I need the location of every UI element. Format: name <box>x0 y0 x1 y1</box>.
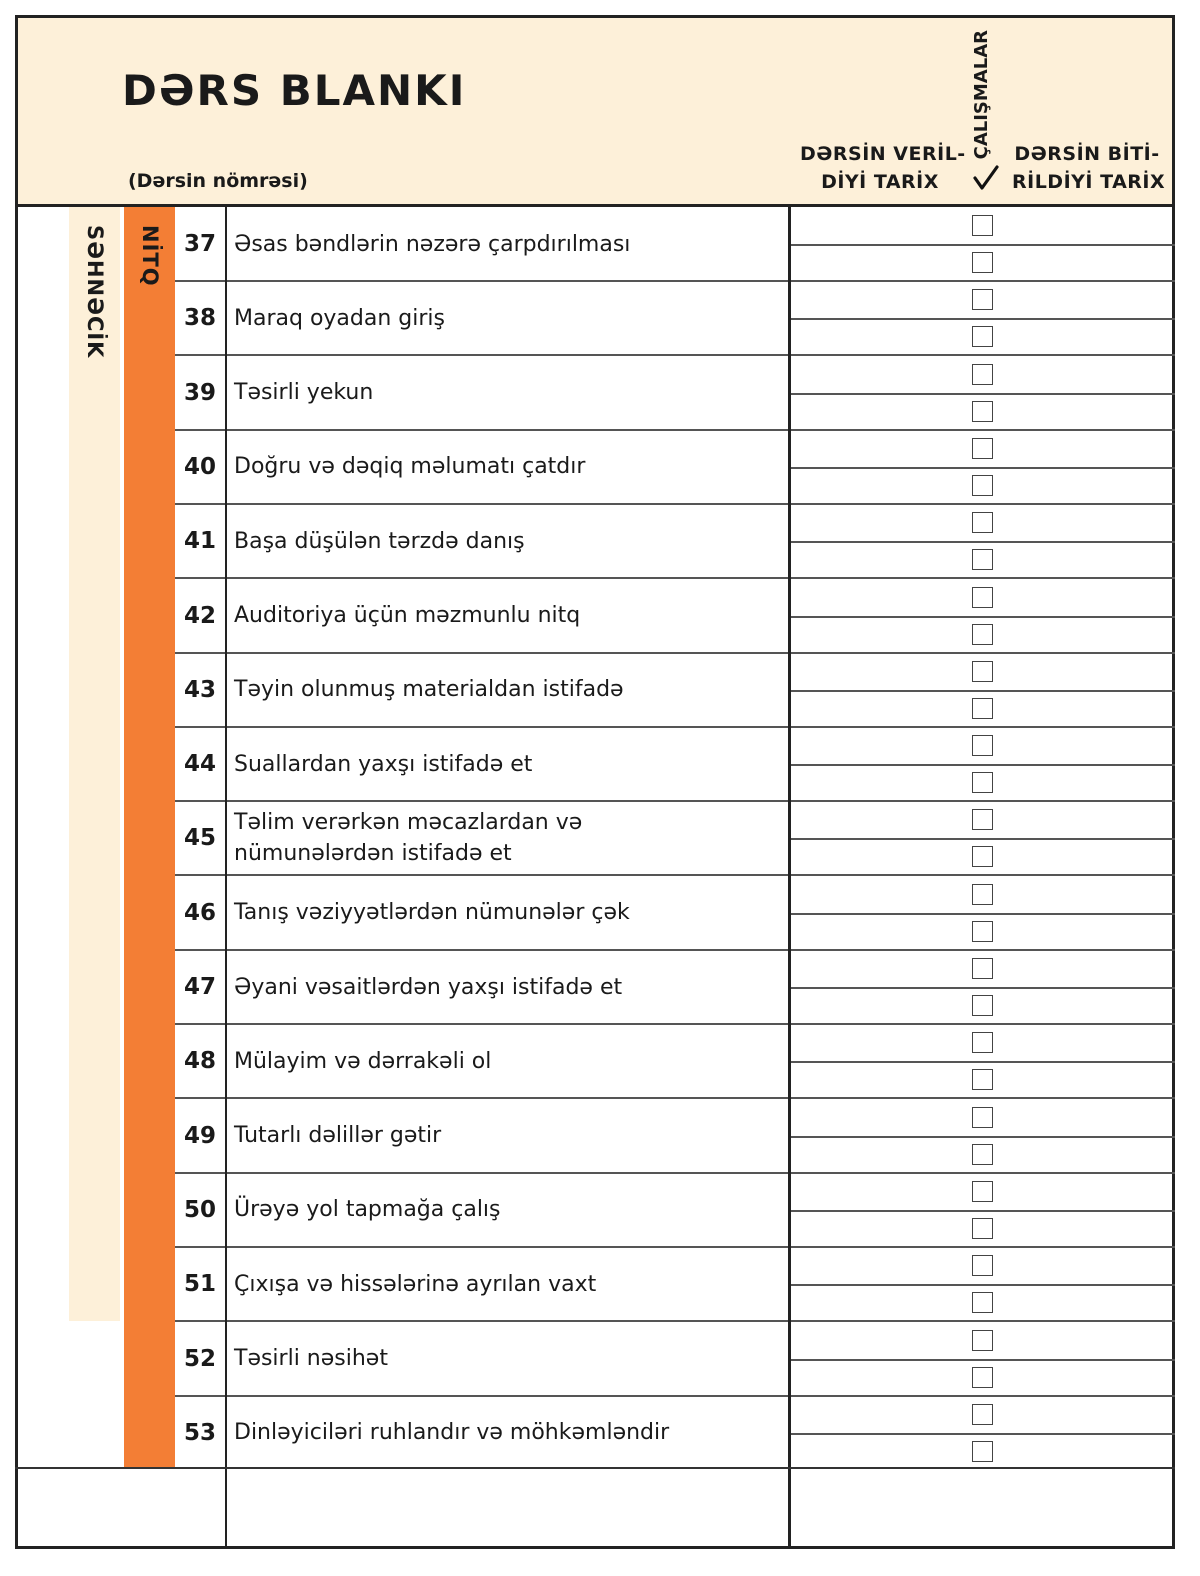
exercise-checkbox[interactable] <box>972 1107 993 1128</box>
lesson-number: 46 <box>183 899 216 926</box>
lesson-row <box>0 579 1200 653</box>
row-half-divider <box>790 1284 1175 1286</box>
row-half-divider <box>790 244 1175 246</box>
exercise-checkbox[interactable] <box>972 884 993 905</box>
lesson-number: 38 <box>183 305 216 332</box>
exercise-checkbox[interactable] <box>972 1069 993 1090</box>
exercise-checkbox[interactable] <box>972 215 993 236</box>
row-half-divider <box>790 467 1175 469</box>
lesson-title: Auditoriya üçün məzmunlu nitq <box>234 603 581 628</box>
lesson-row <box>0 1173 1200 1247</box>
row-half-divider <box>790 318 1175 320</box>
lesson-row <box>0 1099 1200 1173</box>
exercise-checkbox[interactable] <box>972 624 993 645</box>
lesson-number: 43 <box>183 676 216 703</box>
row-half-divider <box>790 616 1175 618</box>
lesson-number: 37 <box>183 231 216 257</box>
exercise-checkbox[interactable] <box>972 1330 993 1351</box>
exercise-checkbox[interactable] <box>972 846 993 867</box>
lesson-title: Mülayim və dərrakəli ol <box>234 1048 492 1074</box>
lesson-title: Təsirli yekun <box>234 380 374 406</box>
exercise-checkbox[interactable] <box>972 549 993 570</box>
exercise-checkbox[interactable] <box>972 661 993 682</box>
lesson-title: Doğru və dəqiq məlumatı çatdır <box>234 454 586 480</box>
exercise-checkbox[interactable] <box>972 698 993 719</box>
section-label-sehnecik-text: SƏHNƏCİK <box>83 225 107 359</box>
lesson-title: Tutarlı dəlillər gətir <box>234 1123 442 1149</box>
lesson-title: Əsas bəndlərin nəzərə çarpdırılması <box>234 231 631 257</box>
lesson-title: Təsirli nəsihət <box>234 1346 388 1371</box>
exercise-checkbox[interactable] <box>972 364 993 385</box>
exercise-checkbox[interactable] <box>972 772 993 793</box>
exercise-checkbox[interactable] <box>972 438 993 459</box>
lesson-number: 50 <box>183 1196 216 1223</box>
exercise-checkbox[interactable] <box>972 921 993 942</box>
table-bottom-line <box>15 1467 1175 1469</box>
lesson-row <box>0 356 1200 430</box>
lesson-number: 40 <box>183 453 216 480</box>
lesson-number: 42 <box>183 602 216 629</box>
exercise-checkbox[interactable] <box>972 1218 993 1239</box>
lesson-title: Ürəyə yol tapmağa çalış <box>234 1197 501 1223</box>
lesson-row <box>0 1396 1200 1470</box>
lesson-title: Maraq oyadan giriş <box>234 305 445 331</box>
lesson-title: Çıxışa və hissələrinə ayrılan vaxt <box>234 1271 597 1297</box>
lesson-number: 53 <box>183 1419 216 1446</box>
lesson-number: 41 <box>183 528 216 555</box>
row-half-divider <box>790 690 1175 692</box>
exercise-checkbox[interactable] <box>972 809 993 830</box>
row-half-divider <box>790 393 1175 395</box>
row-half-divider <box>790 1433 1175 1435</box>
lesson-row <box>0 281 1200 355</box>
row-half-divider <box>790 764 1175 766</box>
lesson-row <box>0 801 1200 875</box>
exercise-checkbox[interactable] <box>972 1292 993 1313</box>
exercise-checkbox[interactable] <box>972 1255 993 1276</box>
lesson-number: 52 <box>183 1345 216 1372</box>
exercises-header: ÇALIŞMALAR <box>971 30 992 160</box>
exercise-checkbox[interactable] <box>972 289 993 310</box>
lesson-number: 48 <box>183 1048 216 1075</box>
lesson-row <box>0 504 1200 578</box>
exercise-checkbox[interactable] <box>972 252 993 273</box>
exercise-checkbox[interactable] <box>972 512 993 533</box>
row-half-divider <box>790 1210 1175 1212</box>
row-half-divider <box>790 1136 1175 1138</box>
lesson-row <box>0 1322 1200 1396</box>
lesson-row <box>0 876 1200 950</box>
date-given-header: DƏRSİN VERİL- DİYİ TARİX <box>800 143 966 193</box>
lesson-number: 45 <box>183 825 216 852</box>
lesson-number: 47 <box>183 974 216 1000</box>
lesson-row <box>0 653 1200 727</box>
exercise-checkbox[interactable] <box>972 326 993 347</box>
lesson-number: 49 <box>183 1122 216 1149</box>
lesson-title: Başa düşülən tərzdə danış <box>234 528 525 554</box>
lesson-number-label: (Dərsin nömrəsi) <box>128 170 308 192</box>
lesson-row <box>0 727 1200 801</box>
lesson-title: Təyin olunmuş materialdan istifadə <box>234 677 624 703</box>
exercise-checkbox[interactable] <box>972 1441 993 1462</box>
lesson-title: Təlim verərkən məcazlardan və nümunələrdən istifadə et <box>234 810 583 867</box>
exercise-checkbox[interactable] <box>972 1367 993 1388</box>
row-half-divider <box>790 1359 1175 1361</box>
row-half-divider <box>790 541 1175 543</box>
exercise-checkbox[interactable] <box>972 1181 993 1202</box>
exercise-checkbox[interactable] <box>972 587 993 608</box>
lesson-row <box>0 1024 1200 1098</box>
exercise-checkbox[interactable] <box>972 735 993 756</box>
lesson-title: Suallardan yaxşı istifadə et <box>234 751 533 777</box>
exercise-checkbox[interactable] <box>972 1404 993 1425</box>
date-completed-header: DƏRSİN BİTİ- RİLDİYİ TARİX <box>1012 143 1166 193</box>
lesson-number: 51 <box>183 1271 216 1298</box>
lesson-title: Tanış vəziyyətlərdən nümunələr çək <box>234 900 630 926</box>
row-half-divider <box>790 838 1175 840</box>
lesson-title: Əyani vəsaitlərdən yaxşı istifadə et <box>234 974 623 1000</box>
exercise-checkbox[interactable] <box>972 475 993 496</box>
exercise-checkbox[interactable] <box>972 1144 993 1165</box>
lesson-row <box>0 207 1200 281</box>
lesson-number: 39 <box>183 379 216 406</box>
row-half-divider <box>790 987 1175 989</box>
exercise-checkbox[interactable] <box>972 958 993 979</box>
section-label-nitq-text: NİTQ <box>138 225 162 287</box>
exercise-checkbox[interactable] <box>972 995 993 1016</box>
lesson-row <box>0 430 1200 504</box>
exercise-checkbox[interactable] <box>972 1032 993 1053</box>
exercise-checkbox[interactable] <box>972 401 993 422</box>
number-column-divider <box>225 207 227 1549</box>
lesson-number: 44 <box>183 751 216 778</box>
page-title: DƏRS BLANKI <box>122 66 467 115</box>
row-half-divider <box>790 913 1175 915</box>
text-column-divider <box>788 207 791 1549</box>
lesson-row <box>0 1247 1200 1321</box>
row-half-divider <box>790 1061 1175 1063</box>
lesson-title: Dinləyiciləri ruhlandır və möhkəmləndir <box>234 1420 670 1446</box>
lesson-row <box>0 950 1200 1024</box>
